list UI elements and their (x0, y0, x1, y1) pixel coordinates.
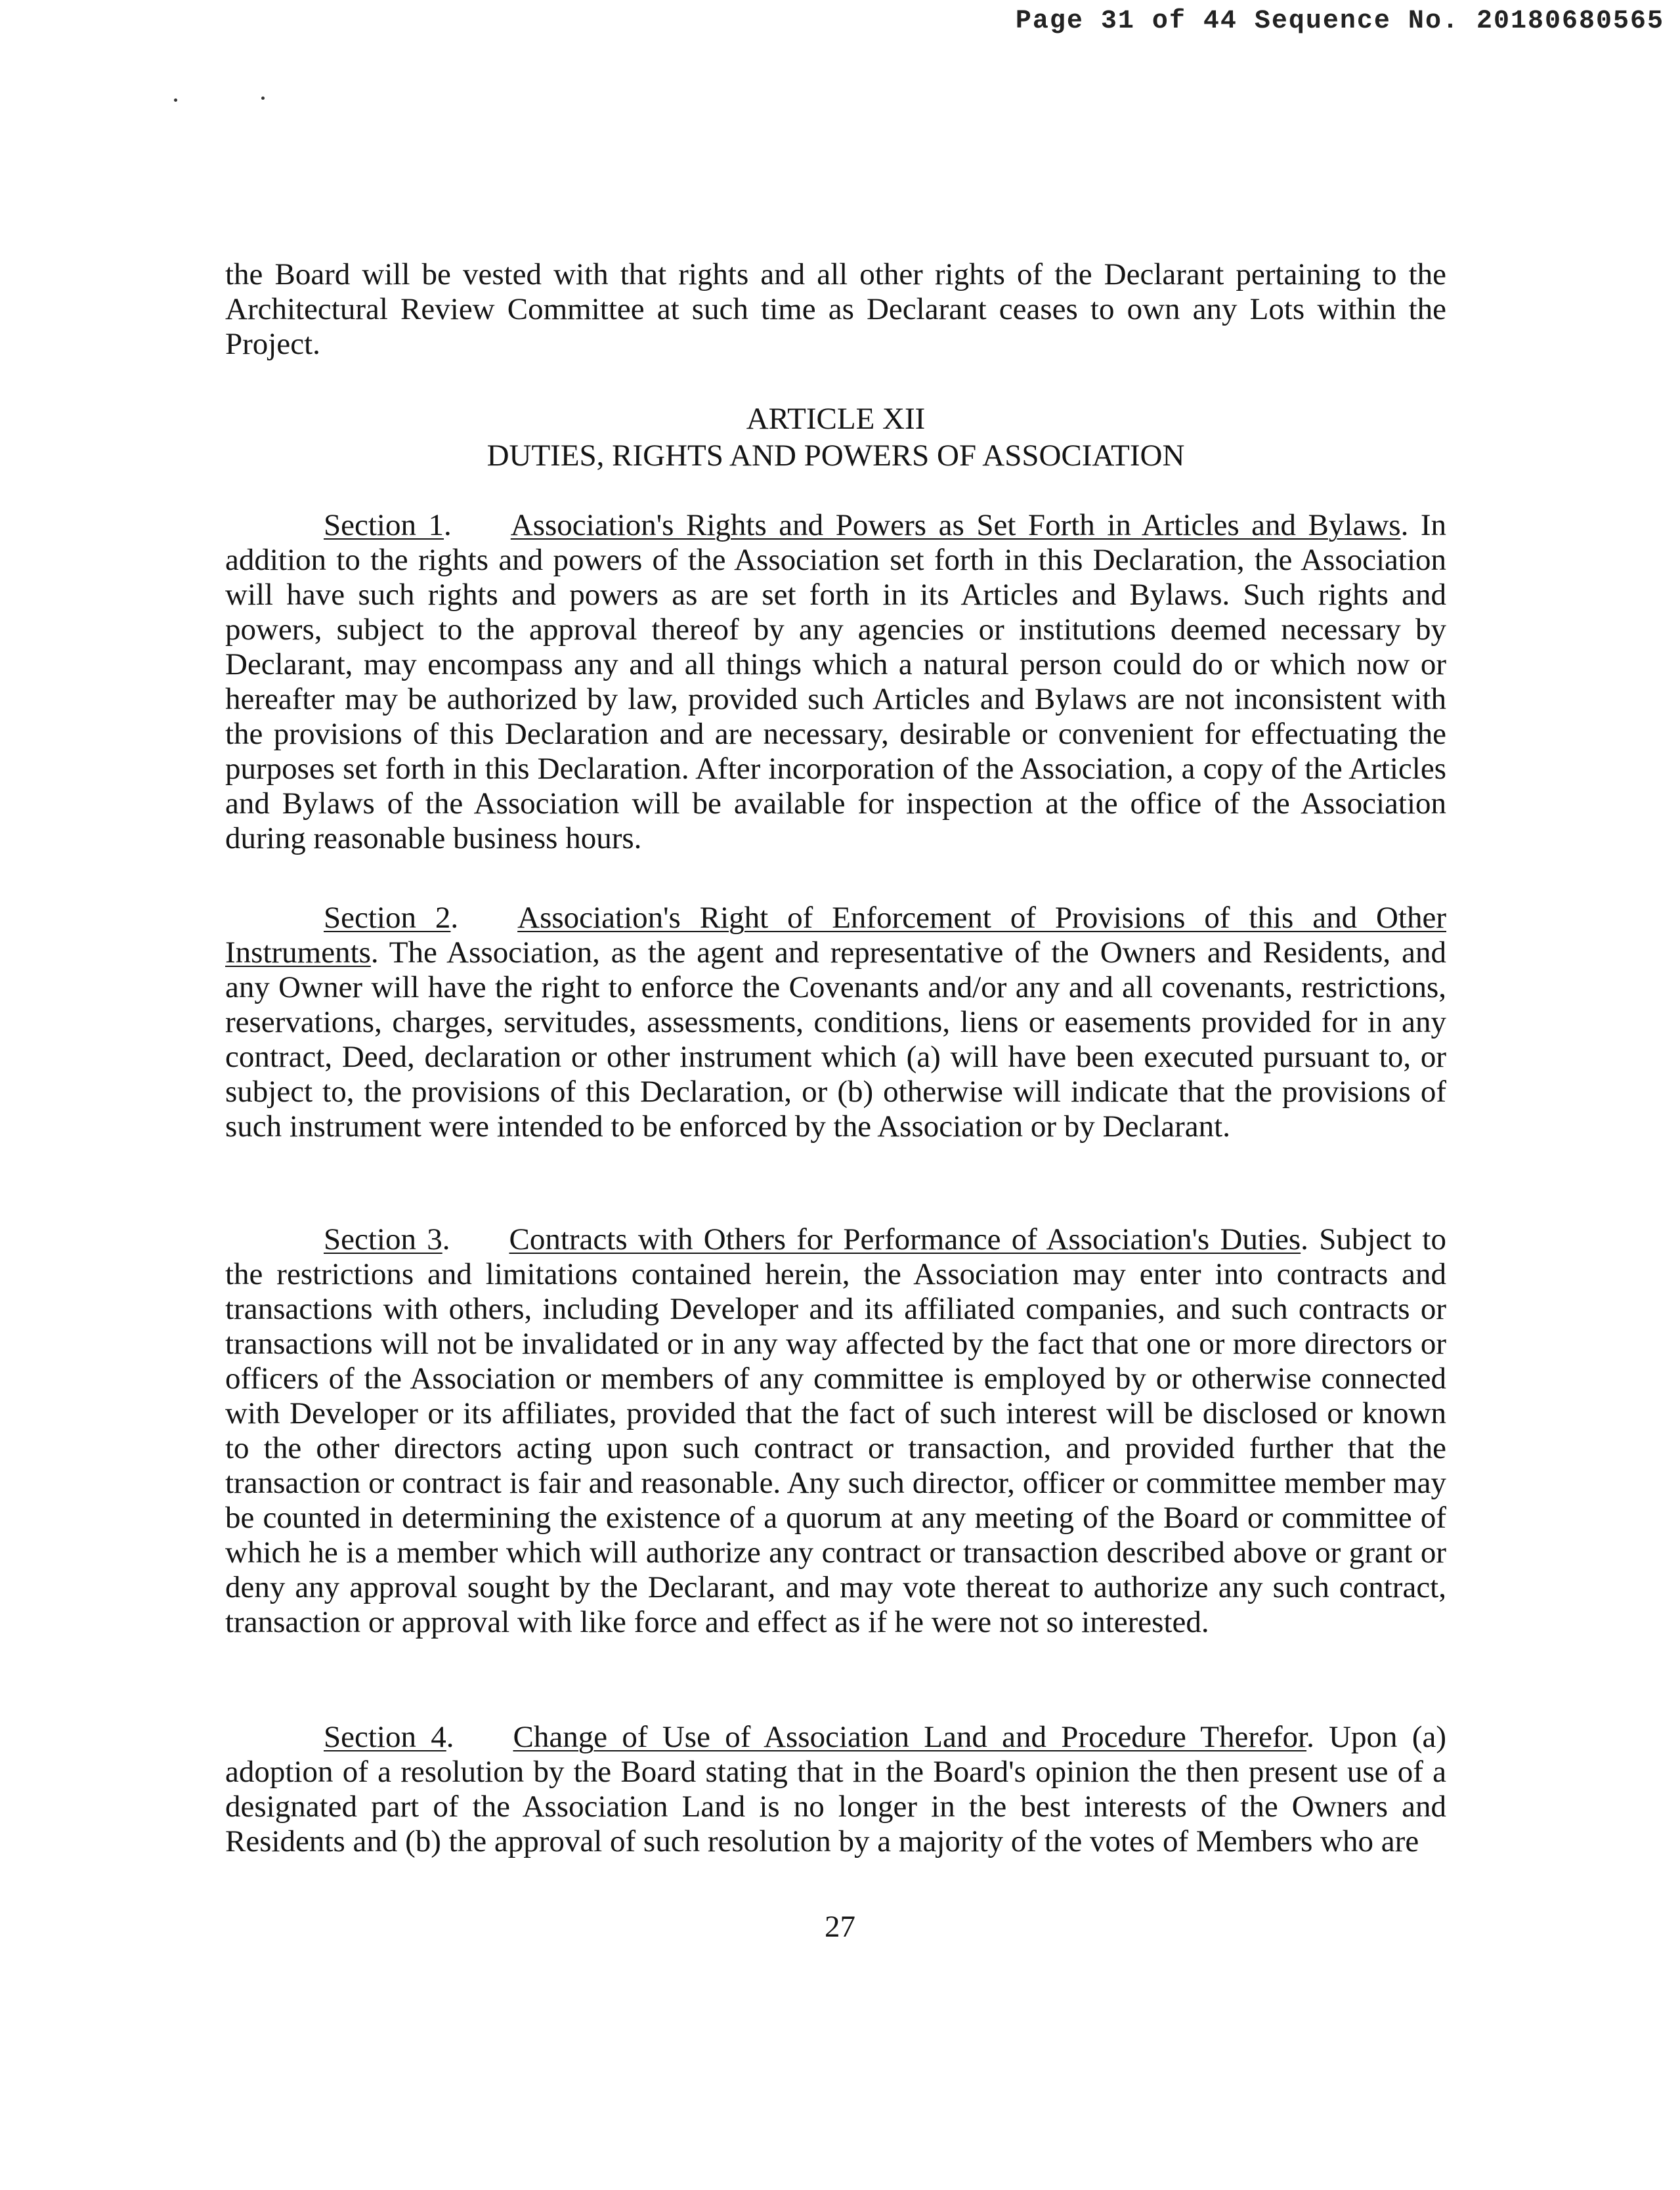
scan-speck (261, 97, 265, 100)
section-body: In addition to the rights and powers of the Association set forth in this Declaration, the Association will have such rights and powers as are set forth in its Articles and Bylaws. Such rights and powers, subject to the approval thereof by any agencies or institutions deemed necessary by Declarant, may encompass any and all things which a natural person could do or which now or hereafter may be authorized by law, provided such Articles and Bylaws are not inconsistent with the provisions of this Declaration and are necessary, desirable or convenient for effectuating the purposes set forth in this Declaration. After incorporation of the Association, a copy of the Articles and Bylaws of the Association will be available for inspection at the office of the Association during reasonable business hours. (225, 508, 1447, 855)
section-body: The Association, as the agent and representative of the Owners and Residents, and any Owner will have the right to enforce the Covenants and/or any and all covenants, restrictions, reservations, charges, servitudes, assessments, conditions, liens or easements provided for in any contract, Deed, declaration or other instrument which (a) will have been executed pursuant to, or subject to, the provisions of this Declaration, or (b) otherwise will indicate that the provisions of such instrument were intended to be enforced by the Association or by Declarant. (225, 935, 1446, 1144)
section-heading: Association's Rights and Powers as Set Forth in Articles and Bylaws (510, 508, 1401, 542)
section-4: Section 4. Change of Use of Association Land and Procedure Therefor. Upon (a) adoption of a resolution by the Board stating that in the Board's opinion the then present use of a designated part of the Association Land is no longer in the best interests of the Owners and Residents and (b) the approval of such resolution by a majority of the votes of Members who are (225, 1720, 1447, 1858)
page-sequence-stamp: Page 31 of 44 Sequence No. 20180680565 (1015, 7, 1664, 36)
section-label: Section 2 (324, 901, 451, 935)
section-label: Section 4 (324, 1720, 446, 1754)
page-number: 27 (825, 1910, 855, 1944)
section-body: Subject to the restrictions and limitations contained herein, the Association may enter into contracts and transactions with others, including Developer and its affiliated companies, and such contracts or transactions will not be invalidated or in any way affected by the fact that one or more directors or officers of the Association or members of any committee is employed by or otherwise connected with Developer or its affiliates, provided that the fact of such interest will be disclosed or known to the other directors acting upon such contract or transaction, and provided further that the transaction or contract is fair and reasonable. Any such director, officer or committee member may be counted in determining the existence of a quorum at any meeting of the Board or committee of which he is a member which will authorize any contract or transaction described above or grant or deny any approval sought by the Declarant, and may vote thereat to authorize any such contract, transaction or approval with like force and effect as if he were not so interested. (225, 1222, 1446, 1639)
article-title: DUTIES, RIGHTS AND POWERS OF ASSOCIATION (486, 439, 1185, 473)
article-heading (225, 400, 1446, 474)
article-number: ARTICLE XII (746, 402, 926, 436)
section-3: Section 3. Contracts with Others for Performance of Association's Duties. Subject to the restrictions and limitations contained herein, the Association may enter into contracts and transactions with others, including Developer and its affiliated companies, and such contracts or transactions will not be invalidated or in any way affected by the fact that one or more directors or officers of the Association or members of any committee is employed by or otherwise connected with Developer or its affiliates, provided that the fact of such interest will be disclosed or known to the other directors acting upon such contract or transaction, and provided further that the transaction or contract is fair and reasonable. Any such director, officer or committee member may be counted in determining the existence of a quorum at any meeting of the Board or committee of which he is a member which will authorize any contract or transaction described above or grant or deny any approval sought by the Declarant, and may vote thereat to authorize any such contract, transaction or approval with like force and effect as if he were not so interested. (225, 1222, 1446, 1639)
section-body: Upon (a) adoption of a resolution by the Board stating that in the Board's opinion the then present use of a designated part of the Association Land is no longer in the best interests of the Owners and Residents and (b) the approval of such resolution by a majority of the votes of Members who are (225, 1720, 1447, 1858)
section-heading: Contracts with Others for Performance of Association's Duties (509, 1222, 1301, 1256)
section-1: Section 1. Association's Rights and Powers as Set Forth in Articles and Bylaws. In addition to the rights and powers of the Association set forth in this Declaration, the Association will have such rights and powers as are set forth in its Articles and Bylaws. Such rights and powers, subject to the approval thereof by any agencies or institutions deemed necessary by Declarant, may encompass any and all things which a natural person could do or which now or hereafter may be authorized by law, provided such Articles and Bylaws are not inconsistent with the provisions of this Declaration and are necessary, desirable or convenient for effectuating the purposes set forth in this Declaration. After incorporation of the Association, a copy of the Articles and Bylaws of the Association will be available for inspection at the office of the Association during reasonable business hours. (225, 508, 1447, 855)
scan-speck (174, 98, 177, 102)
section-heading: Association's Right of Enforcement of Provisions of this and Other Instruments (225, 901, 1447, 970)
section-heading: Change of Use of Association Land and Procedure Therefor (513, 1720, 1307, 1754)
section-2: Section 2. Association's Right of Enforcement of Provisions of this and Other Instruments. The Association, as the agent and representative of the Owners and Residents, and any Owner will have the right to enforce the Covenants and/or any and all covenants, restrictions, reservations, charges, servitudes, assessments, conditions, liens or easements provided for in any contract, Deed, declaration or other instrument which (a) will have been executed pursuant to, or subject to, the provisions of this Declaration, or (b) otherwise will indicate that the provisions of such instrument were intended to be enforced by the Association or by Declarant. (225, 901, 1447, 1144)
intro-paragraph: the Board will be vested with that rights and all other rights of the Declarant pertaining to the Architectural Review Committee at such time as Declarant ceases to own any Lots within the Project. (225, 257, 1446, 361)
section-label: Section 3 (324, 1222, 442, 1256)
section-label: Section 1 (324, 508, 444, 542)
